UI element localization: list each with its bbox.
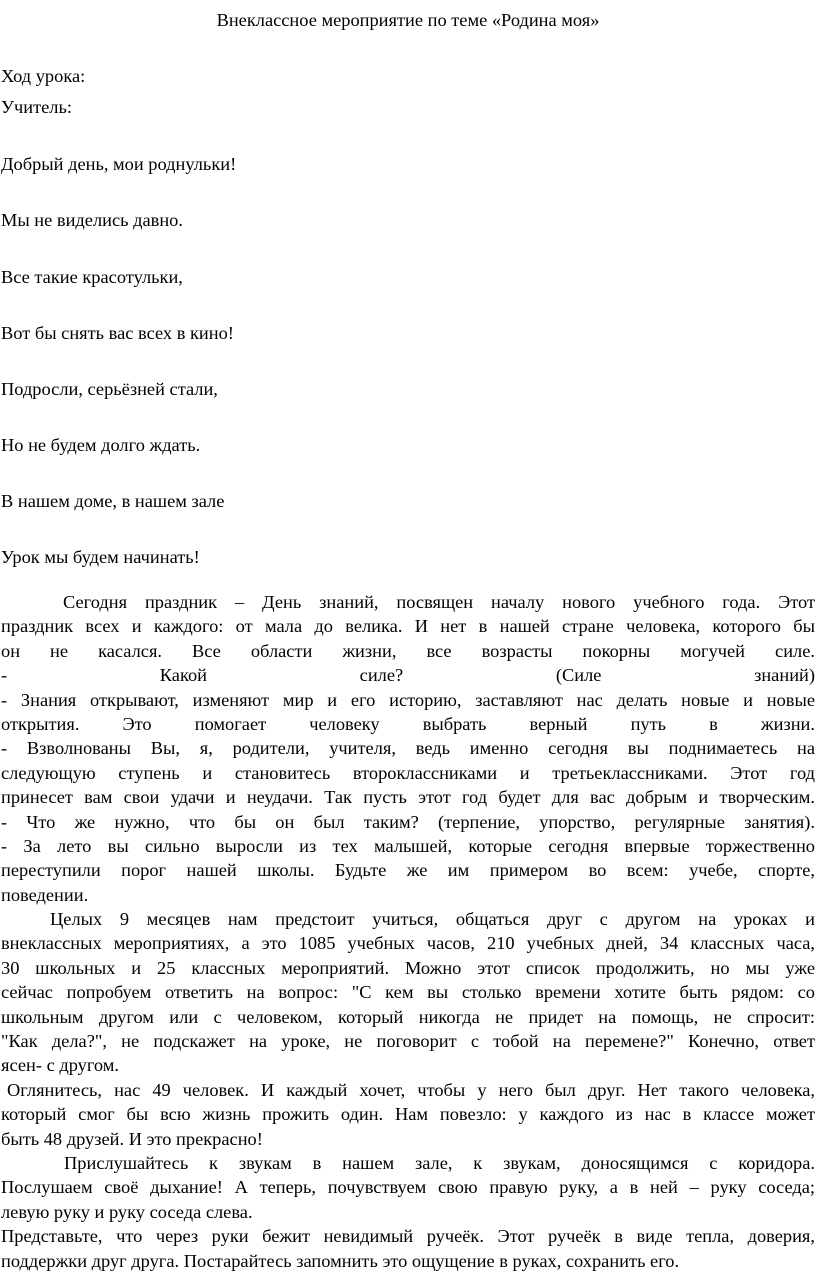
text-line: - Взволнованы Вы, я, родители, учителя, ведь именно сегодня вы поднимаетесь на <box>1 738 815 759</box>
text-line: Послушаем своё дыхание! А теперь, почувствуем свою правую руку, а в ней – руку соседа; <box>1 1177 815 1198</box>
text-line: он не касался. Все области жизни, все возрасты покорны могучей силе. <box>1 640 815 661</box>
poem-line: Но не будем долго ждать. <box>1 435 201 455</box>
text-line: Прислушайтесь к звукам в нашем зале, к звукам, доносящимся с коридора. <box>64 1152 815 1173</box>
question-word: знаний) <box>754 665 815 686</box>
question-word: (Силе <box>555 665 602 686</box>
text-line: ясен- с другом. <box>1 1055 120 1076</box>
poem-line: Добрый день, мои роднульки! <box>1 154 237 174</box>
text-line: праздник всех и каждого: от мала до велика. И нет в нашей стране человека, которого бы <box>1 616 815 637</box>
text-line: - За лето вы сильно выросли из тех малышей, которые сегодня впервые торжественно <box>1 835 815 856</box>
poem-line: Урок мы будем начинать! <box>1 547 200 567</box>
text-line: который смог бы всю жизнь прожить один. Нам повезло: у каждого из нас в классе может <box>1 1104 815 1125</box>
text-line: Сегодня праздник – День знаний, посвящен началу нового учебного года. Этот <box>63 592 815 612</box>
text-line: - Что же нужно, что бы он был таким? (терпение, упорство, регулярные занятия). <box>1 811 815 832</box>
text-line: левую руку и руку соседа слева. <box>1 1201 253 1222</box>
question-line <box>1 663 815 687</box>
teacher-label: Учитель: <box>1 97 72 117</box>
document-title: Внеклассное мероприятие по теме «Родина моя» <box>216 10 600 30</box>
text-line: быть 48 друзей. И это прекрасно! <box>1 1128 263 1149</box>
text-line: принесет вам свои удачи и неудачи. Так пусть этот год будет для вас добрым и творческим. <box>1 787 815 808</box>
question-dash: - <box>1 665 8 686</box>
poem-line: Вот бы снять вас всех в кино! <box>1 323 234 343</box>
text-line: Целых 9 месяцев нам предстоит учиться, общаться друг с другом на уроках и <box>50 909 815 930</box>
question-word: силе? <box>359 665 404 686</box>
poem-line: Все такие красотульки, <box>1 267 183 287</box>
text-line: Представьте, что через руки бежит невидимый ручеёк. Этот ручеёк в виде тепла, доверия, <box>1 1226 815 1247</box>
text-line: сейчас попробуем ответить на вопрос: "С кем вы столько времени хотите быть рядом: со <box>1 982 815 1003</box>
question-word: Какой <box>159 665 208 686</box>
poem-line: В нашем доме, в нашем зале <box>1 491 225 511</box>
text-line: 30 школьных и 25 классных мероприятий. Можно этот список продолжить, но мы уже <box>1 957 815 978</box>
text-line: внеклассных мероприятиях, а это 1085 учебных часов, 210 учебных дней, 34 классных часа, <box>1 933 815 954</box>
text-line: - Знания открывают, изменяют мир и его историю, заставляют нас делать новые и новые <box>1 689 815 710</box>
text-line: школьным другом или с человеком, который никогда не придет на помощь, не спросит: <box>1 1006 815 1027</box>
text-line: переступили порог нашей школы. Будьте же им примером во всем: учебе, спорте, <box>1 860 815 881</box>
main-text <box>1 590 815 1273</box>
poem-line: Мы не виделись давно. <box>1 210 183 230</box>
poem-line: Подросли, серьёзней стали, <box>1 379 218 399</box>
lesson-progress-label: Ход урока: <box>1 66 86 86</box>
text-line: "Как дела?", не подскажет на уроке, не поговорит с тобой на перемене?" Конечно, ответ <box>1 1031 815 1052</box>
text-line: Оглянитесь, нас 49 человек. И каждый хочет, чтобы у него был друг. Нет такого человека, <box>7 1079 815 1100</box>
text-line: следующую ступень и становитесь второклассниками и третьеклассниками. Этот год <box>1 762 815 783</box>
text-line: поведении. <box>1 884 89 905</box>
text-line: поддержки друг друга. Постарайтесь запомнить это ощущение в руках, сохранить его. <box>1 1250 680 1271</box>
text-line: открытия. Это помогает человеку выбрать верный путь в жизни. <box>1 713 815 734</box>
